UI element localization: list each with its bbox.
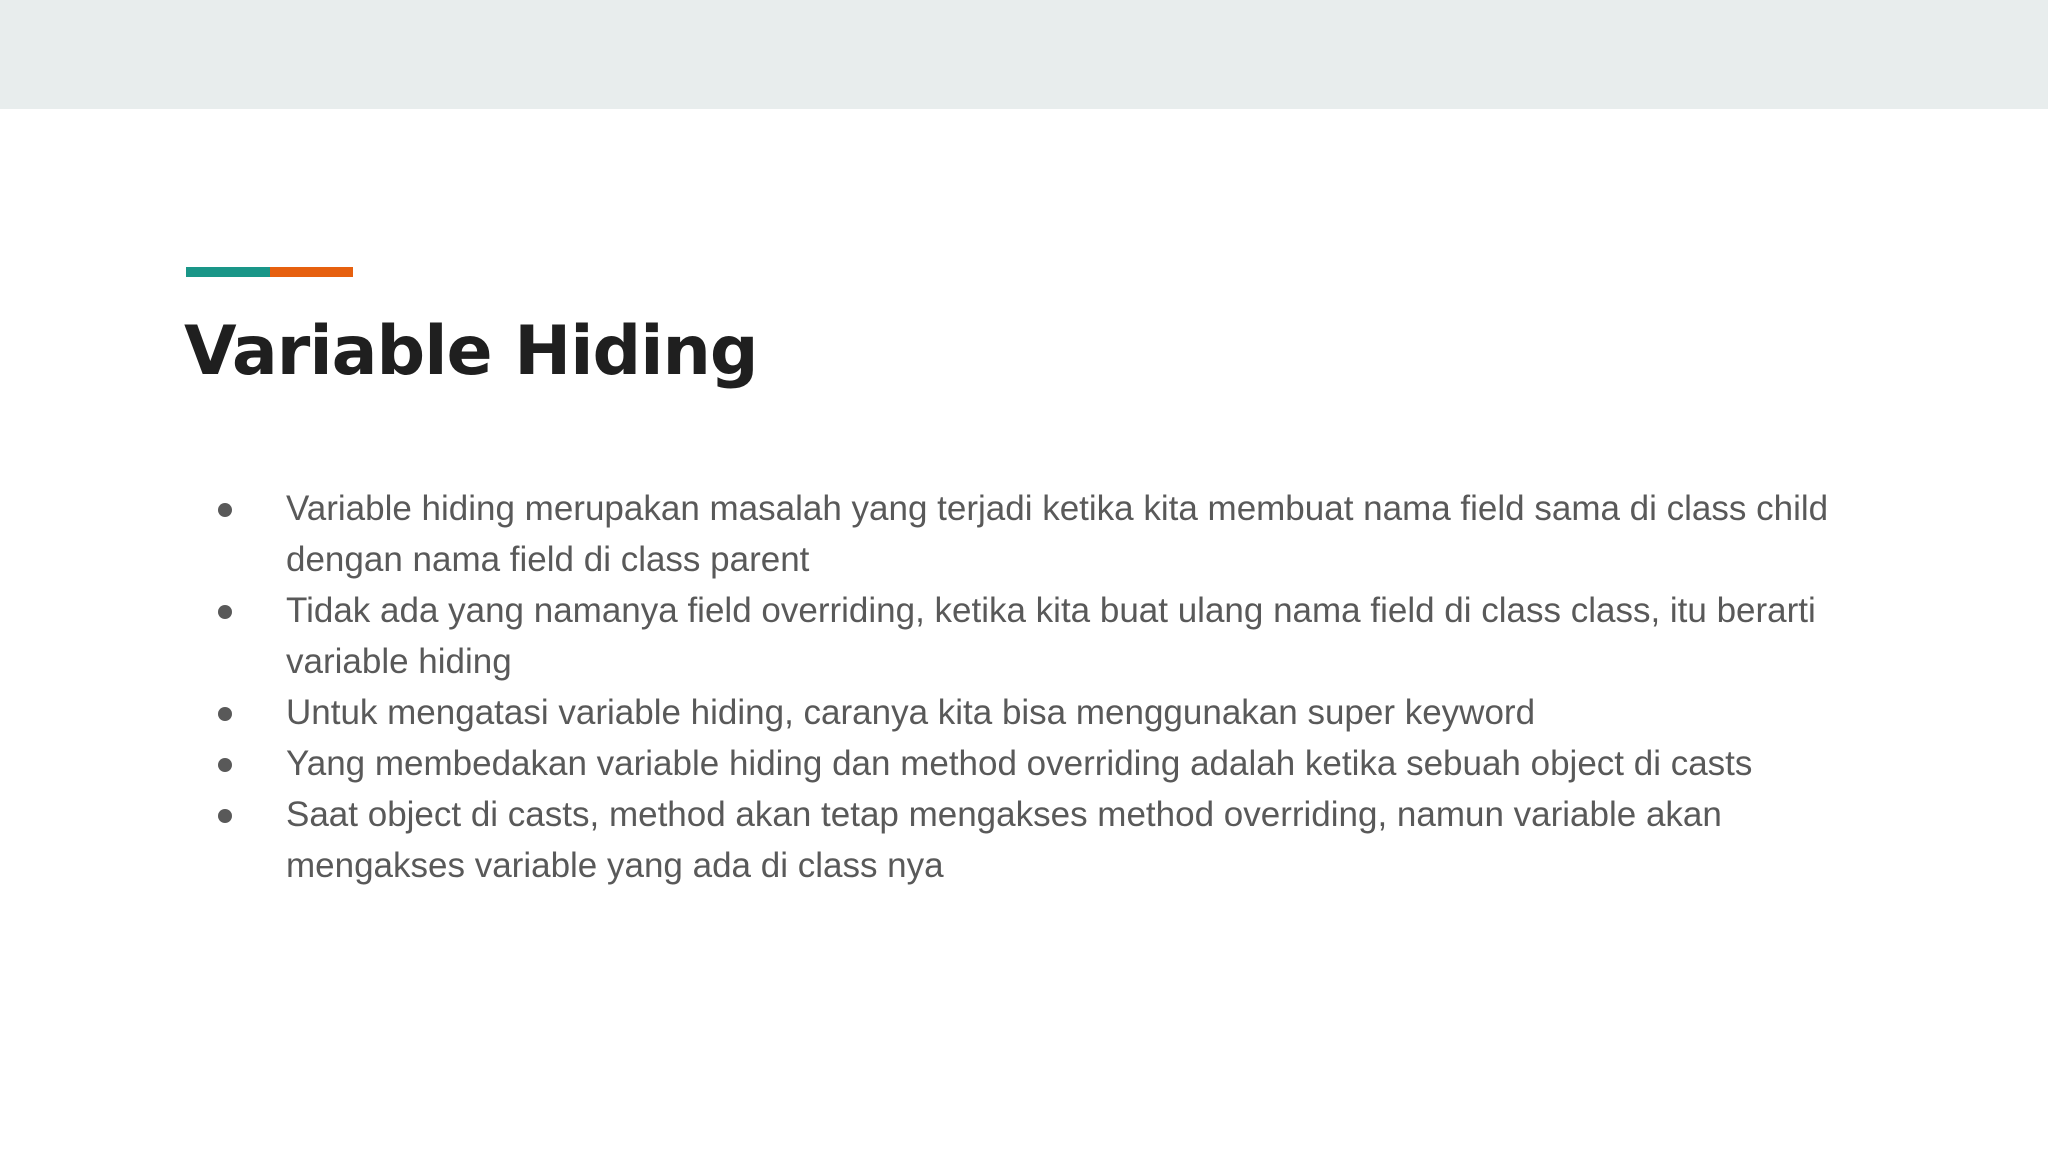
bullet-text: Yang membedakan variable hiding dan method overriding adalah ketika sebuah object di casts — [286, 744, 1753, 783]
bullet-text: Untuk mengatasi variable hiding, caranya kita bisa menggunakan super keyword — [286, 693, 1536, 732]
slide-title: Variable Hiding — [184, 312, 758, 391]
bullet-dot-icon — [218, 758, 232, 772]
bullet-item — [286, 585, 1906, 687]
bullet-text: Saat object di casts, method akan tetap mengakses method overriding, namun variable akan mengakses variable yang ada di class nya — [286, 795, 1722, 885]
bullet-item — [286, 789, 1906, 891]
bullet-dot-icon — [218, 809, 232, 823]
accent-bar-teal-segment — [186, 267, 270, 277]
bullet-item — [286, 483, 1906, 585]
bullet-dot-icon — [218, 605, 232, 619]
bullet-dot-icon — [218, 707, 232, 721]
bullet-text: Variable hiding merupakan masalah yang terjadi ketika kita membuat nama field sama di class child dengan nama field di class parent — [286, 489, 1829, 579]
bullet-item — [286, 687, 1906, 738]
title-accent-bar — [186, 267, 353, 277]
bullet-text: Tidak ada yang namanya field overriding, ketika kita buat ulang nama field di class class, itu berarti variable hiding — [286, 591, 1816, 681]
top-band — [0, 0, 2048, 109]
accent-bar-orange-segment — [270, 267, 354, 277]
bullet-list — [286, 483, 1906, 891]
bullet-item — [286, 738, 1906, 789]
bullet-dot-icon — [218, 503, 232, 517]
